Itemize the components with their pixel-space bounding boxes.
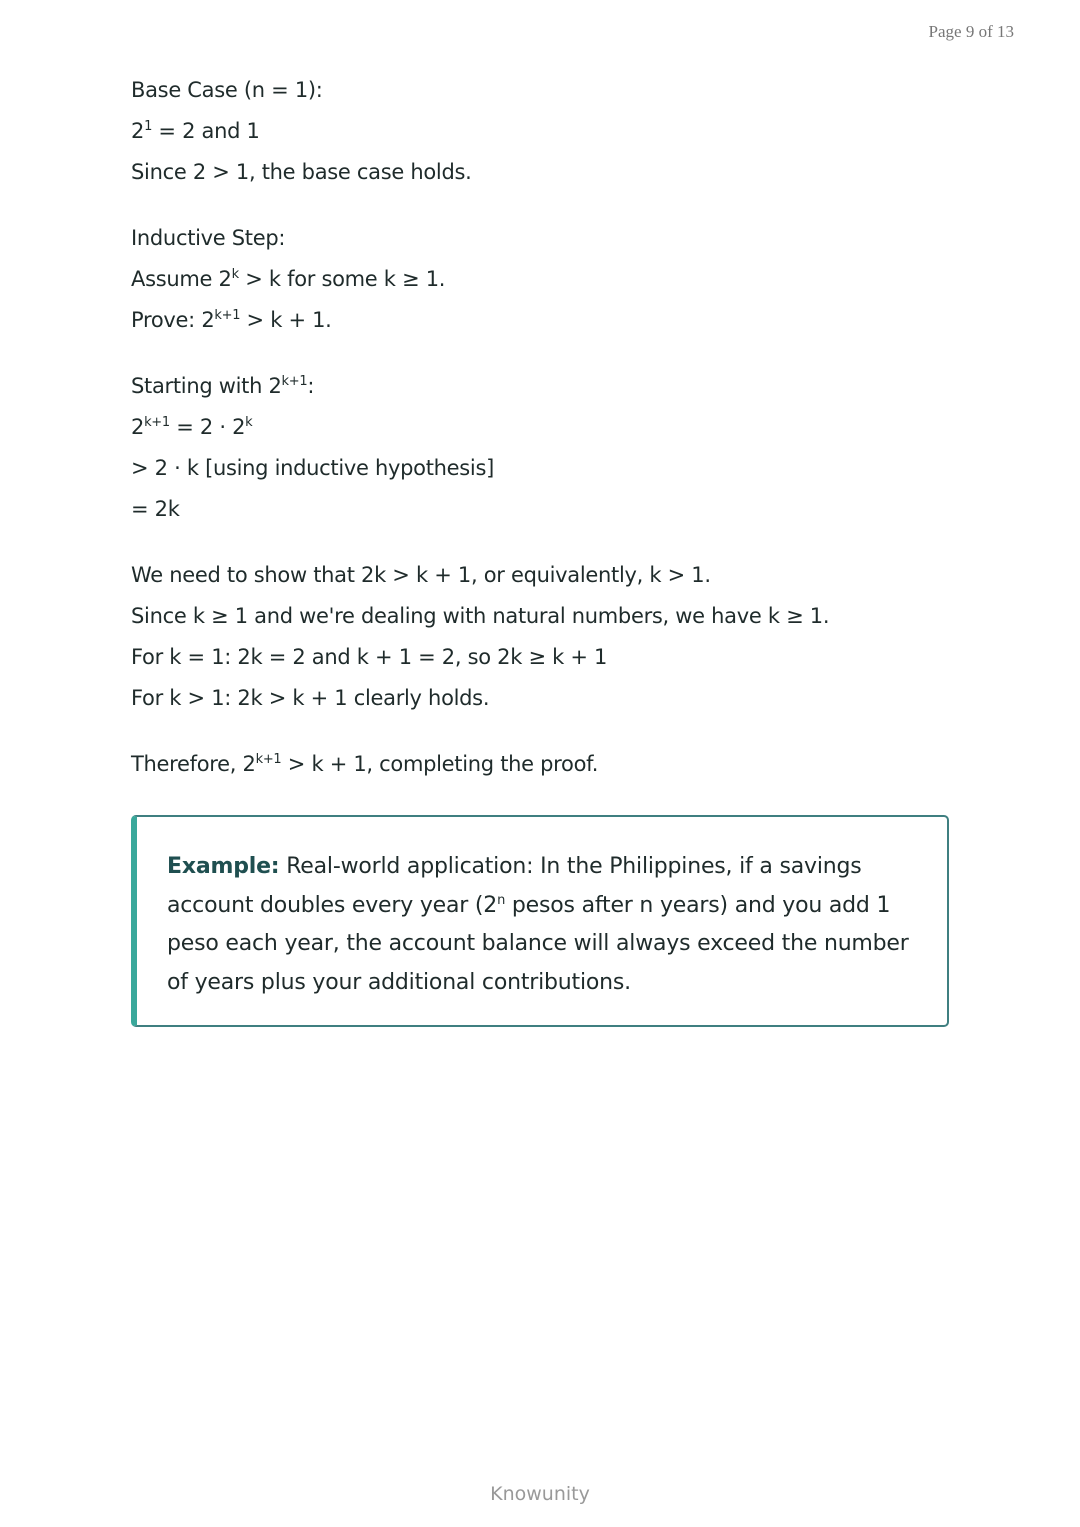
conclusion-prefix: Therefore, 2 [131, 752, 256, 776]
base-case-equation [131, 111, 951, 152]
base-case-heading: Base Case (n = 1): [131, 78, 323, 102]
eq1-base: 2 [131, 415, 145, 439]
derivation-equation-3: = 2k [131, 497, 180, 521]
prove-suffix: > k + 1. [240, 308, 332, 332]
eq1-exponent-2: k [245, 415, 253, 430]
reasoning-line-4: For k > 1: 2k > k + 1 clearly holds. [131, 686, 490, 710]
proof-content [131, 70, 951, 785]
example-body-before: Real-world application: In the Philippines, if a savings account doubles every year (2 [167, 854, 862, 918]
assume-suffix: > k for some k ≥ 1. [238, 267, 446, 291]
inductive-step-heading: Inductive Step: [131, 226, 286, 250]
base-case-equation-rest: = 2 and 1 [152, 119, 260, 143]
example-label: Example: [167, 854, 280, 879]
start-suffix: : [307, 374, 315, 398]
derivation-equation-1 [131, 407, 951, 448]
derivation-start [131, 366, 951, 407]
conclusion-exponent: k+1 [255, 752, 282, 767]
assume-prefix: Assume 2 [131, 267, 232, 291]
prove-exponent: k+1 [214, 308, 241, 323]
example-exponent: n [497, 892, 506, 908]
proof-conclusion [131, 744, 951, 785]
example-body-after: pesos after n years) and you add 1 peso each year, the account balance will always exceed the number of years plus your additional contributions. [167, 892, 909, 995]
reasoning-line-3: For k = 1: 2k = 2 and k + 1 = 2, so 2k ≥ k + 1 [131, 645, 608, 669]
start-exponent: k+1 [281, 374, 308, 389]
eq1-middle: = 2 · 2 [169, 415, 246, 439]
footer-brand: Knowunity [490, 1483, 590, 1505]
inductive-goal [131, 300, 951, 341]
eq1-exponent: k+1 [144, 415, 170, 430]
assume-exponent: k [231, 267, 239, 282]
derivation-equation-2: > 2 · k [using inductive hypothesis] [131, 456, 494, 480]
prove-prefix: Prove: 2 [131, 308, 215, 332]
base-case-exponent: 1 [144, 119, 153, 134]
conclusion-suffix: > k + 1, completing the proof. [281, 752, 599, 776]
example-text [167, 848, 927, 1002]
base-case-conclusion: Since 2 > 1, the base case holds. [131, 160, 472, 184]
reasoning-line-2: Since k ≥ 1 and we're dealing with natural numbers, we have k ≥ 1. [131, 604, 830, 628]
inductive-assumption [131, 259, 951, 300]
page-number: Page 9 of 13 [928, 22, 1014, 41]
example-callout [131, 815, 949, 1027]
start-prefix: Starting with 2 [131, 374, 282, 398]
reasoning-line-1: We need to show that 2k > k + 1, or equivalently, k > 1. [131, 563, 711, 587]
base-case-base: 2 [131, 119, 145, 143]
